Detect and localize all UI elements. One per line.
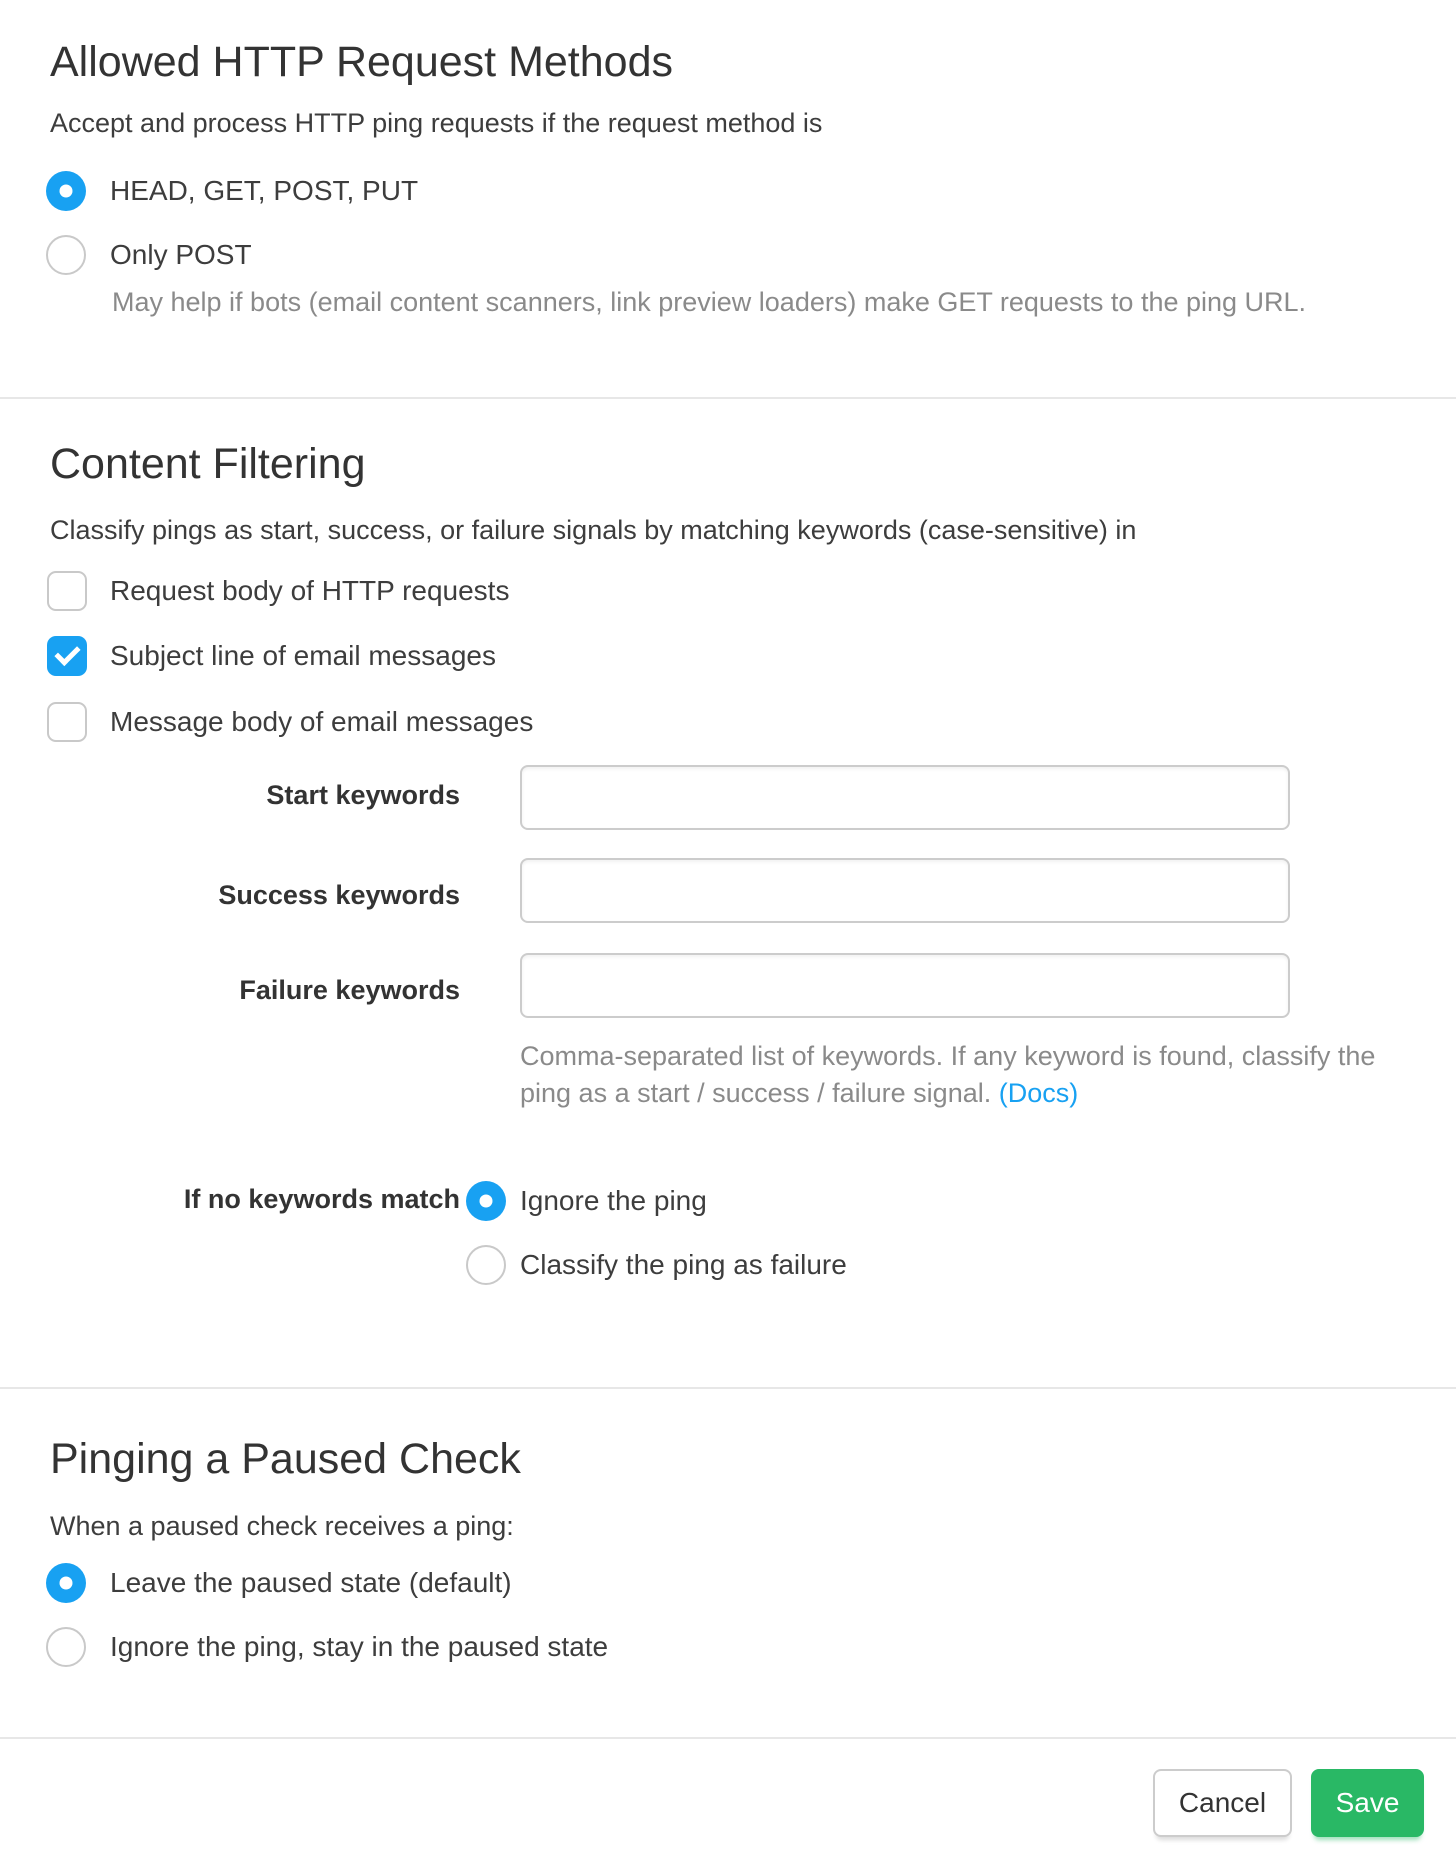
checkbox-row-email-subject (47, 636, 496, 676)
radio-row-head-get-post-put (46, 171, 418, 211)
docs-link[interactable]: (Docs) (998, 1078, 1079, 1108)
radio-leave-paused-state[interactable] (46, 1563, 86, 1603)
section-title-content-filtering: Content Filtering (50, 440, 366, 488)
radio-row-stay-paused (46, 1627, 608, 1667)
start-keywords-input[interactable] (520, 765, 1290, 830)
radio-label-ignore-the-ping[interactable]: Ignore the ping (520, 1185, 707, 1216)
checkbox-row-request-body (47, 571, 509, 611)
section-title-http-methods: Allowed HTTP Request Methods (50, 38, 673, 86)
paused-check-description: When a paused check receives a ping: (50, 1511, 514, 1541)
radio-row-ignore-ping (466, 1181, 707, 1221)
radio-label-stay-paused-state[interactable]: Ignore the ping, stay in the paused state (110, 1631, 609, 1662)
failure-keywords-label: Failure keywords (239, 975, 460, 1005)
radio-only-post[interactable] (46, 235, 86, 275)
radio-head-get-post-put[interactable] (46, 171, 86, 211)
section-divider (0, 397, 1456, 399)
footer-divider (0, 1737, 1456, 1739)
only-post-help-text: May help if bots (email content scanners, link preview loaders) make GET requests to the ping URL. (112, 287, 1307, 317)
radio-row-classify-failure (466, 1245, 847, 1285)
radio-label-only-post[interactable]: Only POST (110, 239, 252, 270)
success-keywords-label: Success keywords (218, 880, 460, 910)
checkbox-email-subject[interactable] (47, 636, 87, 676)
radio-label-classify-as-failure[interactable]: Classify the ping as failure (520, 1249, 847, 1280)
checkbox-label-request-body[interactable]: Request body of HTTP requests (110, 575, 510, 606)
checkbox-label-email-subject[interactable]: Subject line of email messages (110, 640, 496, 671)
checkbox-email-body[interactable] (47, 702, 87, 742)
section-title-paused-check: Pinging a Paused Check (50, 1435, 521, 1483)
start-keywords-label: Start keywords (266, 780, 460, 810)
http-methods-description: Accept and process HTTP ping requests if the request method is (50, 108, 823, 138)
checkbox-label-email-body[interactable]: Message body of email messages (110, 706, 534, 737)
cancel-button[interactable]: Cancel (1153, 1769, 1292, 1837)
content-filtering-description: Classify pings as start, success, or failure signals by matching keywords (case-sensitive) in (50, 515, 1137, 545)
radio-row-leave-paused (46, 1563, 512, 1603)
keywords-help-sentence: Comma-separated list of keywords. If any keyword is found, classify the ping as a start / success / failure signal. (520, 1041, 1376, 1108)
save-button[interactable]: Save (1311, 1769, 1424, 1837)
failure-keywords-input[interactable] (520, 953, 1290, 1018)
success-keywords-input[interactable] (520, 858, 1290, 923)
radio-classify-as-failure[interactable] (466, 1245, 506, 1285)
radio-ignore-the-ping[interactable] (466, 1181, 506, 1221)
checkbox-request-body[interactable] (47, 571, 87, 611)
radio-label-head-get-post-put[interactable]: HEAD, GET, POST, PUT (110, 175, 419, 206)
radio-row-only-post (46, 235, 252, 275)
checkbox-row-email-body (47, 702, 533, 742)
radio-stay-paused-state[interactable] (46, 1627, 86, 1667)
keywords-help-text (520, 1038, 1380, 1112)
radio-label-leave-paused-state[interactable]: Leave the paused state (default) (110, 1567, 512, 1598)
section-divider (0, 1387, 1456, 1389)
no-keywords-match-label: If no keywords match (183, 1184, 460, 1214)
